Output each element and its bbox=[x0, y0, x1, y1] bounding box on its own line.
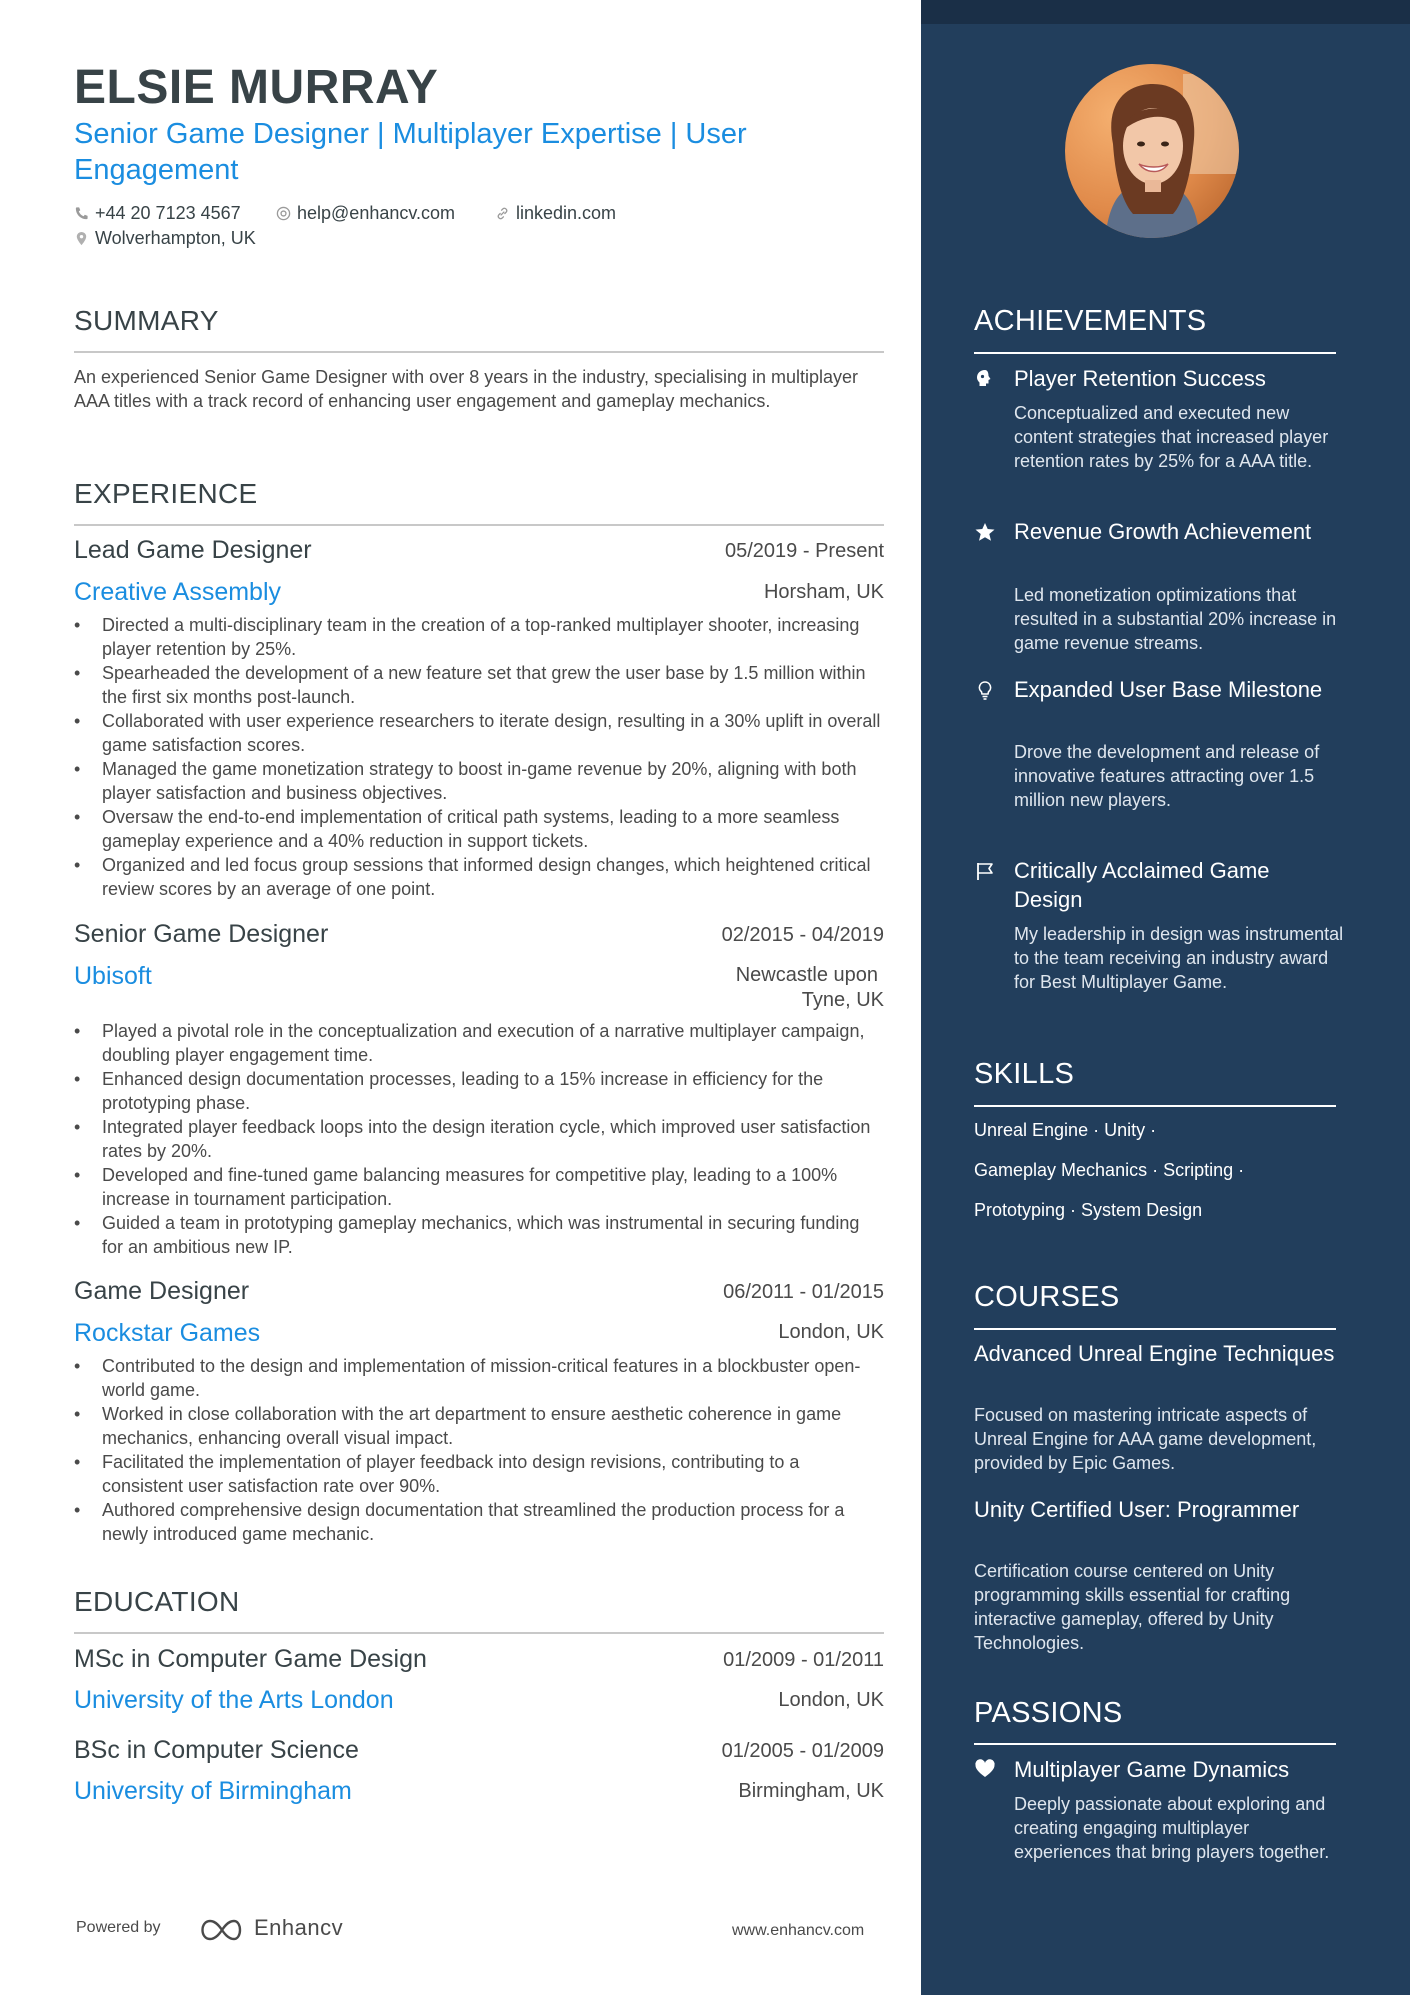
skills-heading: SKILLS bbox=[974, 1058, 1075, 1090]
location-text: Wolverhampton, UK bbox=[95, 228, 256, 248]
heart-icon bbox=[974, 1758, 996, 1780]
sidebar-top-bar bbox=[921, 0, 1410, 24]
experience-heading: EXPERIENCE bbox=[74, 478, 258, 509]
job-role: Game Designer bbox=[74, 1277, 250, 1305]
course-title: Unity Certified User: Programmer bbox=[974, 1497, 1300, 1522]
achievement-title: Expanded User Base Milestone bbox=[1014, 677, 1323, 702]
job-bullet: • Directed a multi-disciplinary team in the creation of a top-ranked multiplayer shooter, increasing player retention by 25%. bbox=[74, 613, 884, 661]
achievements-divider bbox=[974, 352, 1336, 354]
brain-icon bbox=[974, 367, 996, 389]
courses-divider bbox=[974, 1328, 1336, 1330]
job-dates: 05/2019 - Present bbox=[725, 540, 884, 562]
contact-email[interactable] bbox=[276, 203, 455, 224]
experience-divider bbox=[74, 524, 884, 526]
job-bullet: • Spearheaded the development of a new feature set that grew the user base by 1.5 million within the first six months post-launch. bbox=[74, 661, 884, 709]
achievements-heading: ACHIEVEMENTS bbox=[974, 305, 1207, 337]
job-bullets bbox=[74, 1354, 884, 1546]
job-bullet: • Organized and led focus group sessions that informed design changes, which heightened critical review scores by an average of one point. bbox=[74, 853, 884, 901]
course-title: Advanced Unreal Engine Techniques bbox=[974, 1341, 1335, 1366]
job-location bbox=[736, 963, 884, 1013]
star-icon bbox=[974, 521, 996, 543]
job-company[interactable]: Creative Assembly bbox=[74, 578, 282, 606]
achievement-text: Drove the development and release of innovative features attracting over 1.5 million new players. bbox=[1014, 742, 1320, 810]
achievement-text: My leadership in design was instrumental to the team receiving an industry award for Best Multiplayer Game. bbox=[1014, 924, 1344, 992]
job-company[interactable]: Ubisoft bbox=[74, 962, 152, 990]
job-dates: 06/2011 - 01/2015 bbox=[723, 1281, 884, 1303]
contact-location bbox=[74, 228, 256, 249]
passion-text: Deeply passionate about exploring and creating engaging multiplayer experiences that bring players together. bbox=[1014, 1794, 1330, 1862]
headline: Senior Game Designer | Multiplayer Expertise | User Engagement bbox=[74, 118, 747, 186]
achievement-title: Critically Acclaimed Game Design bbox=[1014, 858, 1270, 912]
degree: MSc in Computer Game Design bbox=[74, 1645, 427, 1673]
candidate-name: ELSIE MURRAY bbox=[74, 61, 439, 114]
skills-line: Prototyping · System Design bbox=[974, 1200, 1203, 1220]
school[interactable]: University of the Arts London bbox=[74, 1686, 394, 1714]
summary-divider bbox=[74, 351, 884, 353]
phone-text: +44 20 7123 4567 bbox=[95, 203, 241, 223]
lightbulb-icon bbox=[974, 679, 996, 701]
job-bullet: • Facilitated the implementation of player feedback into design revisions, contributing to a consistent user satisfaction rate over 90%. bbox=[74, 1450, 884, 1498]
achievement-title: Player Retention Success bbox=[1014, 366, 1266, 391]
job-bullets bbox=[74, 1019, 884, 1259]
job-bullet: • Played a pivotal role in the conceptualization and execution of a narrative multiplayer campaign, doubling player engagement time. bbox=[74, 1019, 884, 1067]
degree: BSc in Computer Science bbox=[74, 1736, 359, 1764]
job-company[interactable]: Rockstar Games bbox=[74, 1319, 261, 1347]
courses-heading: COURSES bbox=[974, 1281, 1120, 1313]
course-text: Focused on mastering intricate aspects of Unreal Engine for AAA game development, provided by Epic Games. bbox=[974, 1405, 1317, 1473]
skills-line: Unreal Engine · Unity · bbox=[974, 1120, 1157, 1140]
avatar bbox=[1065, 64, 1239, 238]
linkedin-text: linkedin.com bbox=[516, 203, 617, 223]
achievement-text: Conceptualized and executed new content strategies that increased player retention rates by 25% for a AAA title. bbox=[1014, 403, 1329, 471]
sidebar bbox=[921, 0, 1410, 1995]
job-bullet: • Managed the game monetization strategy to boost in-game revenue by 20%, aligning with both player satisfaction and business objectives. bbox=[74, 757, 884, 805]
job-role: Lead Game Designer bbox=[74, 536, 312, 564]
phone-icon bbox=[74, 206, 89, 221]
degree-dates: 01/2009 - 01/2011 bbox=[723, 1649, 884, 1671]
job-location-line: Newcastle upon bbox=[735, 964, 878, 986]
email-text: help@enhancv.com bbox=[297, 203, 456, 223]
achievement-text: Led monetization optimizations that resulted in a substantial 20% increase in game revenue streams. bbox=[1014, 585, 1337, 653]
footer-url[interactable]: www.enhancv.com bbox=[732, 1922, 865, 1939]
at-icon bbox=[276, 206, 291, 221]
job-bullet: • Enhanced design documentation processes, leading to a 15% increase in efficiency for the prototyping phase. bbox=[74, 1067, 884, 1115]
course-text: Certification course centered on Unity programming skills essential for crafting interactive gameplay, offered by Unity Technologies. bbox=[974, 1561, 1291, 1653]
skills-line: Gameplay Mechanics · Scripting · bbox=[974, 1160, 1245, 1180]
job-dates: 02/2015 - 04/2019 bbox=[721, 924, 884, 946]
job-bullet: • Contributed to the design and implementation of mission-critical features in a blockbuster open-world game. bbox=[74, 1354, 884, 1402]
enhancv-logo-icon bbox=[196, 1917, 244, 1943]
summary-heading: SUMMARY bbox=[74, 305, 219, 336]
job-bullet: • Developed and fine-tuned game balancing measures for competitive play, leading to a 100% increase in tournament participation. bbox=[74, 1163, 884, 1211]
achievement-title: Revenue Growth Achievement bbox=[1014, 519, 1312, 544]
passions-heading: PASSIONS bbox=[974, 1697, 1123, 1729]
enhancv-brand[interactable]: Enhancv bbox=[254, 1915, 344, 1940]
summary-text: An experienced Senior Game Designer with over 8 years in the industry, specialising in multiplayer AAA titles with a track record of enhancing user engagement and gameplay mechanics. bbox=[74, 367, 859, 411]
skills-divider bbox=[974, 1105, 1336, 1107]
job-location: Horsham, UK bbox=[763, 581, 884, 603]
job-bullet: • Oversaw the end-to-end implementation of critical path systems, leading to a more seamless gameplay experience and a 40% reduction in support tickets. bbox=[74, 805, 884, 853]
contact-phone[interactable] bbox=[74, 203, 241, 224]
education-divider bbox=[74, 1632, 884, 1634]
location-pin-icon bbox=[74, 231, 89, 246]
job-bullet: • Worked in close collaboration with the art department to ensure aesthetic coherence in game mechanics, enhancing overall visual impact. bbox=[74, 1402, 884, 1450]
flag-icon bbox=[974, 860, 996, 882]
school-location: London, UK bbox=[778, 1689, 884, 1711]
job-bullet: • Guided a team in prototyping gameplay mechanics, which was instrumental in securing funding for an ambitious new IP. bbox=[74, 1211, 884, 1259]
link-icon bbox=[495, 206, 510, 221]
job-bullets bbox=[74, 613, 884, 901]
job-location-line: Tyne, UK bbox=[801, 989, 884, 1011]
school-location: Birmingham, UK bbox=[738, 1780, 884, 1802]
school[interactable]: University of Birmingham bbox=[74, 1777, 352, 1805]
job-location: London, UK bbox=[778, 1321, 884, 1343]
job-role: Senior Game Designer bbox=[74, 920, 329, 948]
degree-dates: 01/2005 - 01/2009 bbox=[721, 1740, 884, 1762]
powered-by-label: Powered by bbox=[76, 1919, 161, 1936]
job-bullet: • Authored comprehensive design documentation that streamlined the production process for a newly introduced game mechanic. bbox=[74, 1498, 884, 1546]
job-bullet: • Integrated player feedback loops into the design iteration cycle, which improved user satisfaction rates by 20%. bbox=[74, 1115, 884, 1163]
passions-divider bbox=[974, 1743, 1336, 1745]
education-heading: EDUCATION bbox=[74, 1586, 240, 1617]
passion-title: Multiplayer Game Dynamics bbox=[1014, 1757, 1290, 1782]
contact-linkedin[interactable] bbox=[495, 203, 616, 224]
job-bullet: • Collaborated with user experience researchers to iterate design, resulting in a 30% uplift in overall game satisfaction scores. bbox=[74, 709, 884, 757]
